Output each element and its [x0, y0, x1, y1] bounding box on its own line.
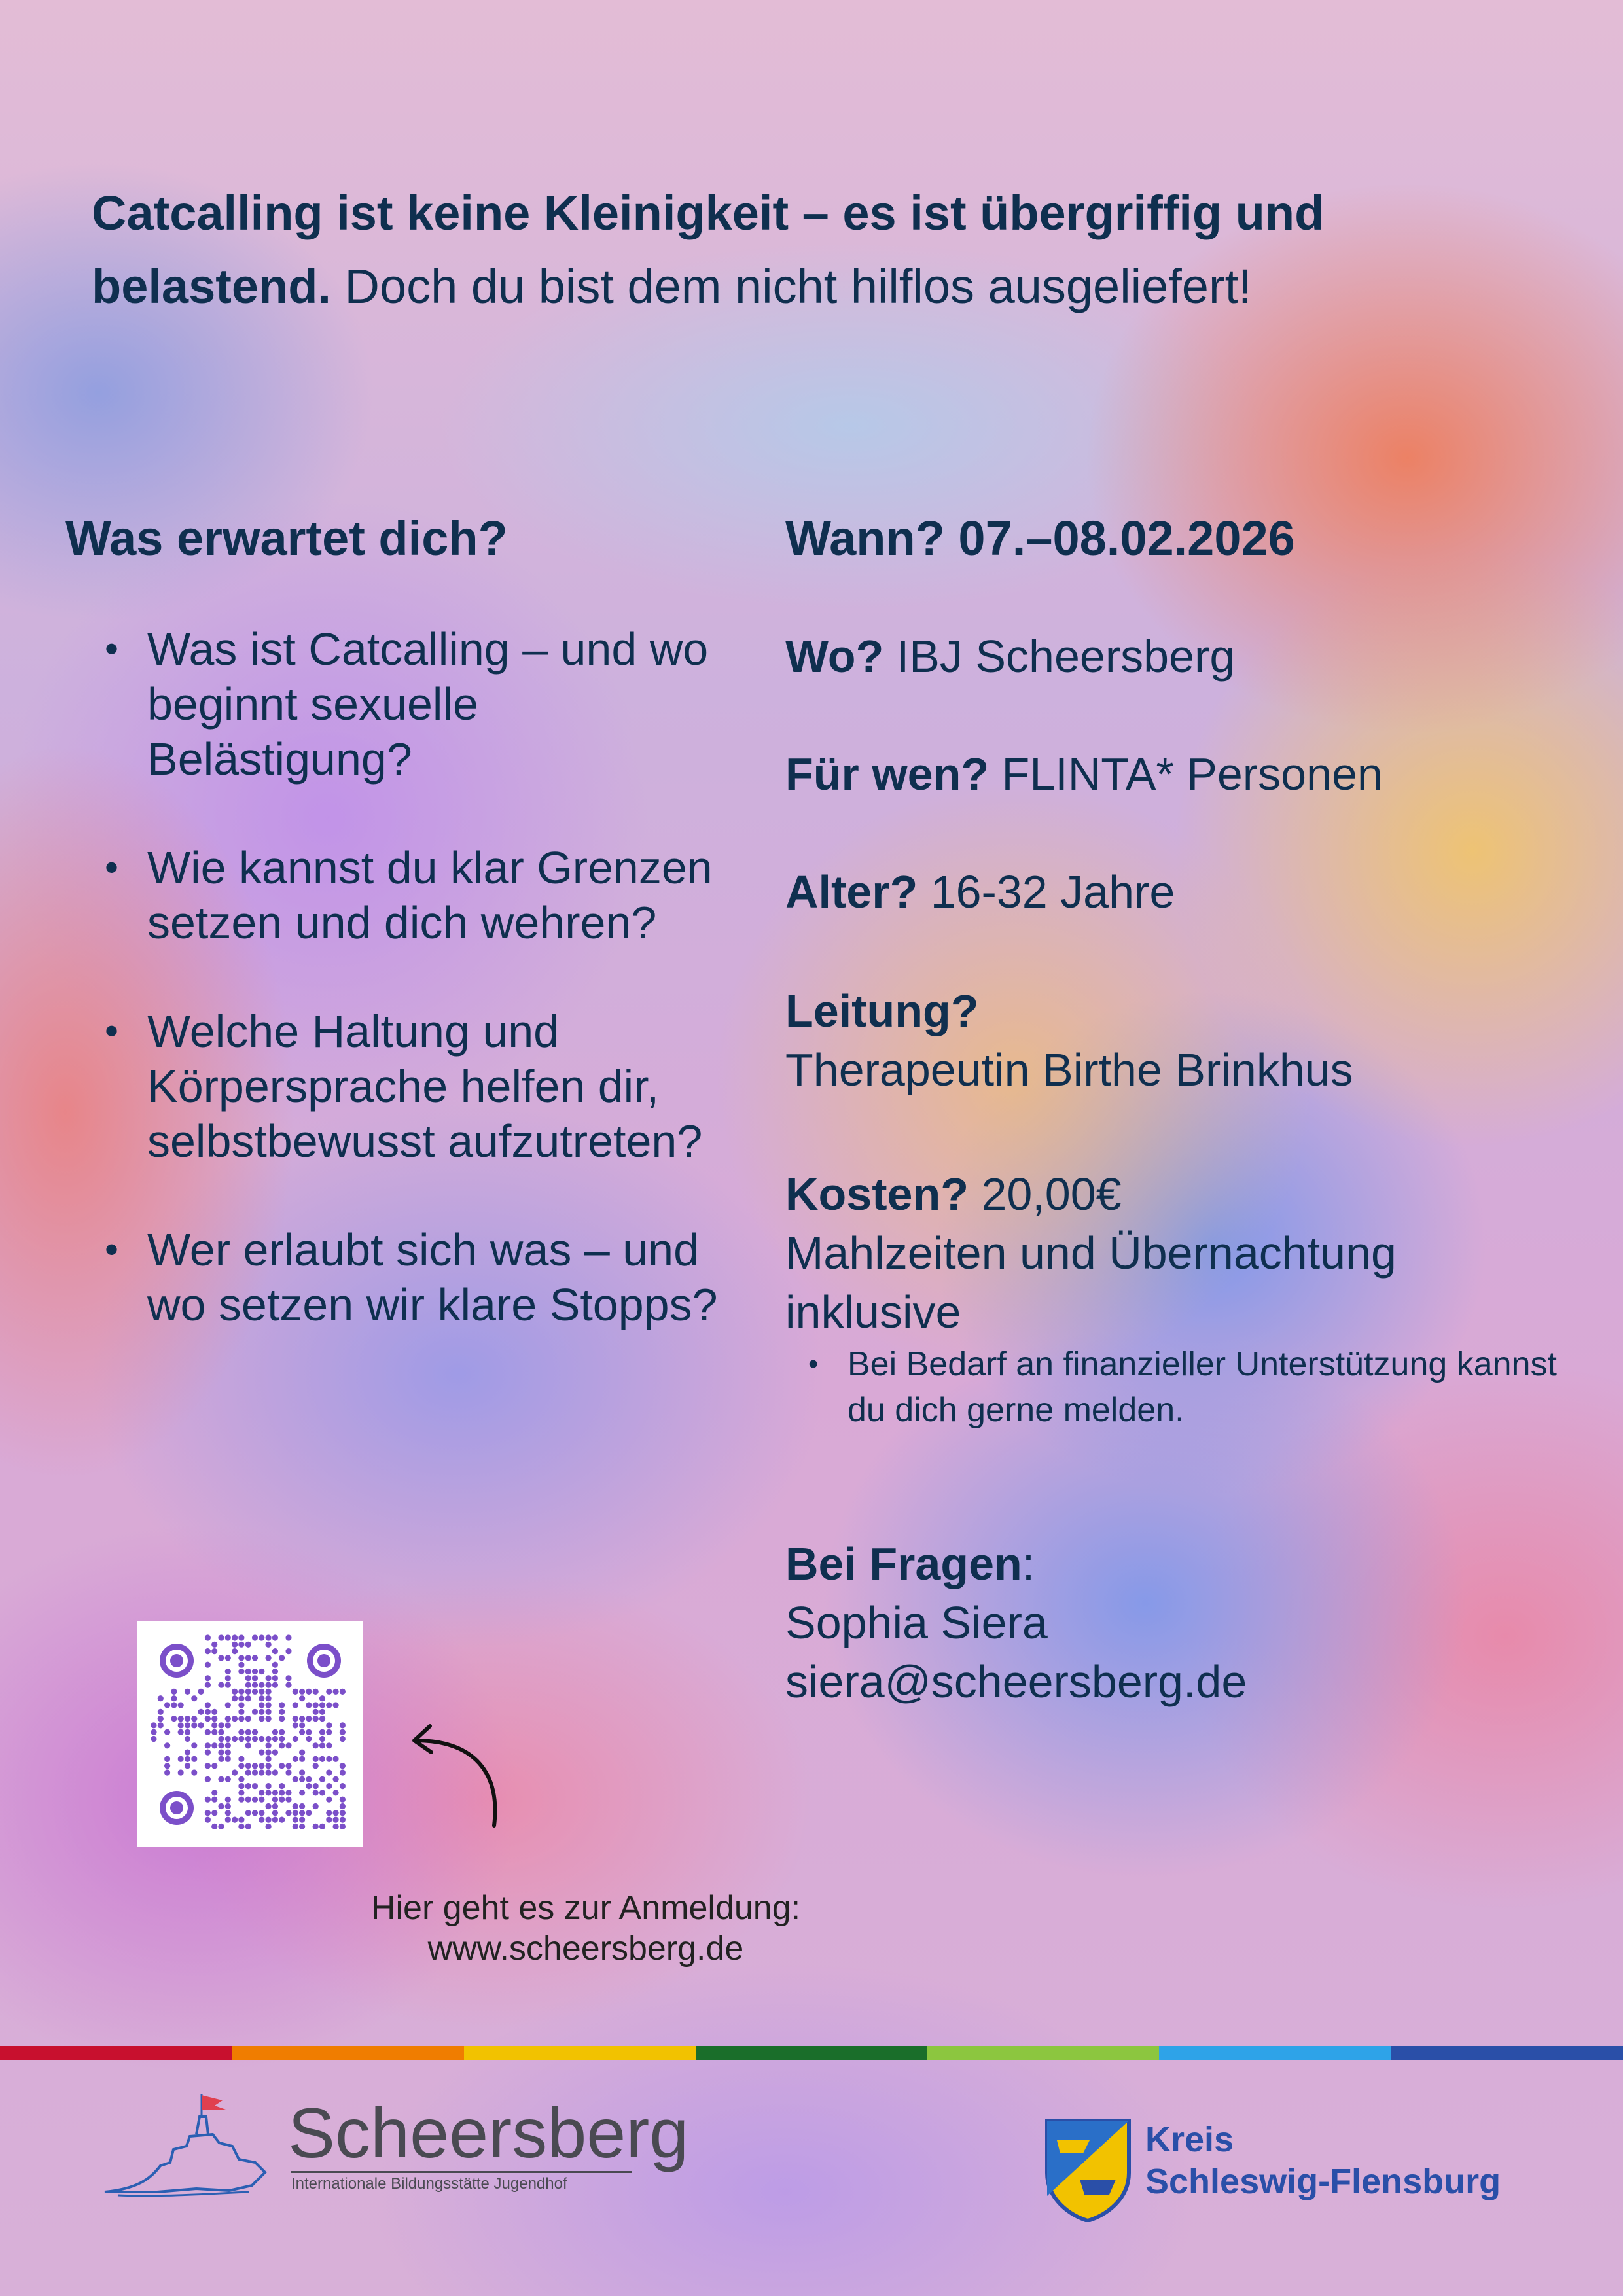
- qr-code-icon: [137, 1621, 363, 1847]
- where-row: [785, 627, 1571, 686]
- questions-colon: :: [1022, 1538, 1035, 1589]
- list-item: • Wer erlaubt sich was – und wo setzen wir klare Stopps?: [105, 1222, 733, 1332]
- cost-value: 20,00€: [969, 1169, 1122, 1220]
- registration-line: Hier geht es zur Anmeldung:: [370, 1889, 801, 1927]
- kreis-logo: [1044, 2117, 1502, 2222]
- when-heading: Wann? 07.–08.02.2026: [785, 511, 1295, 565]
- intro-text: [92, 177, 1505, 323]
- kreis-label: Kreis: [1145, 2120, 1234, 2159]
- audience-label: Für wen?: [785, 749, 990, 800]
- contact-name: Sophia Siera: [785, 1597, 1048, 1648]
- age-label: Alter?: [785, 866, 918, 917]
- list-item: • Wie kannst du klar Grenzen setzen und dich wehren?: [105, 840, 733, 950]
- scheersberg-logo: [98, 2081, 689, 2205]
- coat-of-arms-icon: [1044, 2117, 1132, 2222]
- lead-label: [785, 981, 1571, 1040]
- cost-label: Kosten?: [785, 1169, 969, 1220]
- scheersberg-subtitle: Internationale Bildungsstätte Jugendhof: [291, 2171, 632, 2195]
- questions-label: Bei Fragen: [785, 1538, 1022, 1589]
- where-value: IBJ Scheersberg: [883, 631, 1236, 682]
- kreis-name: Schleswig-Flensburg: [1145, 2162, 1501, 2201]
- rainbow-stripe: [0, 2046, 1623, 2060]
- age-row: [785, 862, 1571, 921]
- expectations-list: [105, 622, 733, 1386]
- cost-bullet-list: [808, 1341, 1561, 1433]
- contact-email[interactable]: siera@scheersberg.de: [785, 1656, 1247, 1707]
- lead-label-text: Leitung?: [785, 985, 979, 1036]
- castle-logo-icon: [98, 2081, 294, 2205]
- where-label: Wo?: [785, 631, 884, 682]
- list-item: • Was ist Catcalling – und wo beginnt sexuelle Belästigung?: [105, 622, 733, 786]
- lead-value: Therapeutin Birthe Brinkhus: [785, 1044, 1353, 1095]
- registration-text: [249, 1888, 923, 1969]
- scheersberg-wordmark: Scheersberg: [288, 2093, 689, 2172]
- cost-note: Mahlzeiten und Übernachtung inklusive: [785, 1227, 1397, 1337]
- age-value: 16-32 Jahre: [918, 866, 1175, 917]
- list-item: • Welche Haltung und Körpersprache helfen dir, selbstbewusst aufzutreten?: [105, 1004, 733, 1169]
- cost-row: [785, 1165, 1571, 1224]
- list-item: • Bei Bedarf an finanzieller Unterstützung kannst du dich gerne melden.: [808, 1341, 1561, 1433]
- curved-arrow-icon: [402, 1714, 507, 1832]
- intro-bold: Catcalling ist keine Kleinigkeit – es ist übergriffig und belastend.: [92, 186, 1325, 313]
- questions-row: [785, 1534, 1571, 1593]
- audience-value: FLINTA* Personen: [989, 749, 1383, 800]
- registration-link[interactable]: www.scheersberg.de: [427, 1930, 744, 1968]
- audience-row: [785, 745, 1571, 804]
- registration-qr-code[interactable]: [137, 1621, 363, 1847]
- intro-rest: Doch du bist dem nicht hilflos ausgeliefert!: [331, 259, 1252, 313]
- expectations-heading: Was erwartet dich?: [65, 511, 508, 565]
